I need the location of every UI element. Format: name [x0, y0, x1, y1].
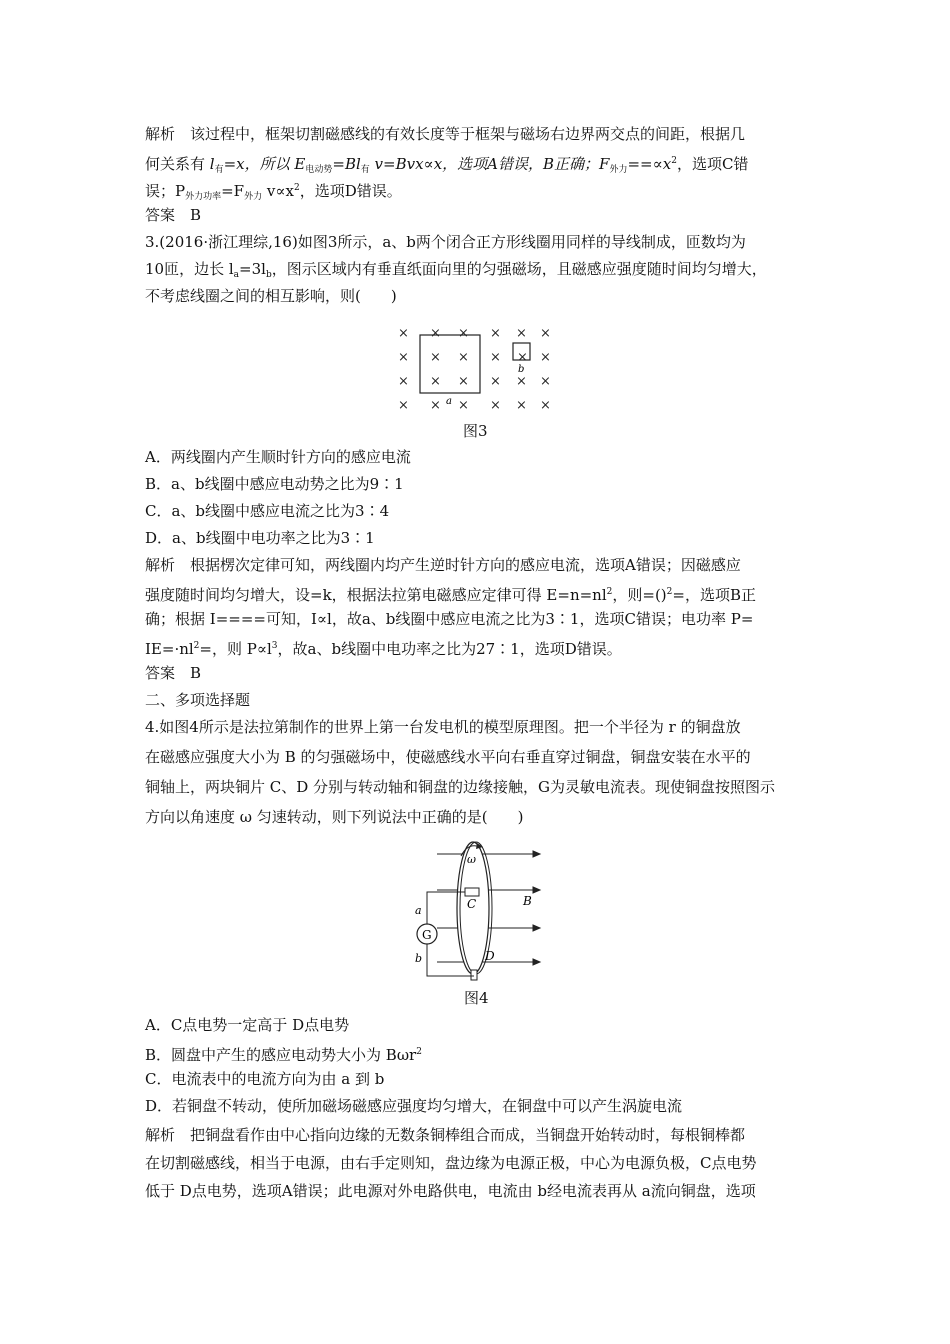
field-marks [398, 326, 551, 413]
text-seg: l [209, 155, 215, 173]
subscript: 外力 [244, 192, 263, 202]
figure-4-caption: 图4 [464, 989, 489, 1007]
text-seg: v∝x [262, 182, 294, 200]
q4-stem-line1: 4.如图4所示是法拉第制作的世界上第一台发电机的模型原理图。把一个半径为 r 的铜盘放 [145, 718, 741, 736]
field-mark: × [458, 326, 469, 341]
figure-3 [390, 318, 560, 413]
brush-d [471, 970, 477, 980]
field-mark: × [540, 326, 551, 341]
text-seg: ，选项C错 [676, 155, 749, 173]
coil-b-label: b [518, 364, 525, 375]
field-mark: × [458, 374, 469, 389]
q4-stem-line2: 在磁感应强度大小为 B 的匀强磁场中，使磁感线水平向右垂直穿过铜盘，铜盘安装在水平的 [145, 748, 751, 766]
q4-option-c: C．电流表中的电流方向为由 a 到 b [145, 1070, 385, 1088]
q4-option-b [145, 1042, 422, 1065]
field-mark: × [490, 374, 501, 389]
text-seg: ，则=() [612, 586, 667, 604]
label-b-wire: b [415, 952, 423, 965]
q3-answer: 答案 B [145, 664, 202, 682]
q4-option-a: A．C点电势一定高于 D点电势 [145, 1016, 350, 1034]
text-seg: IE=·nl [145, 640, 194, 658]
text-seg: =x，所以 E [223, 155, 306, 173]
galvanometer-label: G [422, 928, 432, 942]
text-seg: ，选项D错误。 [299, 182, 402, 200]
superscript: 2 [666, 587, 673, 597]
field-mark: × [398, 350, 409, 365]
figure-4 [405, 836, 550, 984]
q3-analysis-line2 [145, 582, 756, 605]
field-mark: × [540, 398, 551, 413]
omega-label: ω [467, 853, 476, 866]
superscript: 2 [193, 641, 200, 651]
coil-a [420, 335, 480, 393]
field-mark: × [490, 350, 501, 365]
text-seg: 误；P [145, 182, 186, 200]
label-c: C [467, 897, 477, 911]
label-b-field: B [523, 894, 532, 908]
q3-analysis-line3: 确；根据 I====可知，I∝l，故a、b线圈中感应电流之比为3∶1，选项C错误；电功率 P= [145, 610, 754, 628]
q3-stem-line1: 3.(2016·浙江理综,16)如图3所示，a、b两个闭合正方形线圈用同样的导线制成，匝数均为 [145, 233, 746, 251]
field-mark: × [430, 398, 441, 413]
figure-3-caption: 图3 [463, 422, 488, 440]
q3-option-b: B．a、b线圈中感应电动势之比为9∶1 [145, 475, 404, 493]
brush-c [465, 888, 479, 896]
field-mark: × [430, 326, 441, 341]
superscript: 2 [671, 156, 677, 166]
q4-analysis-line1: 解析 把铜盘看作由中心指向边缘的无数条铜棒组合而成，当铜盘开始转动时，每根铜棒都 [145, 1126, 746, 1144]
subscript: 有 [360, 165, 370, 175]
q3-analysis-line1: 解析 根据楞次定律可知，两线圈内均产生逆时针方向的感应电流，选项A错误；因磁感应 [145, 556, 741, 574]
text-seg: 10匝，边长 l [145, 260, 234, 278]
text-seg: ，故a、b线圈中电功率之比为27∶1，选项D错误。 [277, 640, 622, 658]
q2-answer: 答案 B [145, 206, 202, 224]
text-seg: ==∝x [627, 155, 672, 173]
label-a-wire: a [415, 904, 422, 917]
field-mark: × [398, 326, 409, 341]
text-seg: =Bl [332, 155, 361, 173]
text-seg: ，图示区域内有垂直纸面向里的匀强磁场，且磁感应强度随时间均匀增大， [271, 260, 767, 278]
text-seg: 强度随时间均匀增大，设=k，根据法拉第电磁感应定律可得 E=n=nl [145, 586, 607, 604]
field-mark: × [458, 350, 469, 365]
q3-option-a: A．两线圈内产生顺时针方向的感应电流 [145, 448, 411, 466]
field-mark: × [517, 350, 528, 365]
field-mark: × [398, 374, 409, 389]
text-seg: B．圆盘中产生的感应电动势大小为 Bωr [145, 1046, 417, 1064]
q3-stem-line3: 不考虑线圈之间的相互影响，则( ) [145, 287, 397, 305]
subscript: 外力功率 [185, 192, 222, 202]
superscript: 2 [606, 587, 613, 597]
text-seg: 何关系有 [145, 155, 210, 173]
text-seg: =F [221, 182, 245, 200]
section-heading: 二、多项选择题 [145, 691, 251, 709]
subscript: 有 [214, 165, 224, 175]
text-seg: =，则 P∝l [199, 640, 272, 658]
superscript: 2 [416, 1047, 422, 1057]
q3-option-d: D．a、b线圈中电功率之比为3∶1 [145, 529, 375, 547]
q4-analysis-line2: 在切割磁感线，相当于电源，由右手定则知，盘边缘为电源正极，中心为电源负极，C点电势 [145, 1154, 757, 1172]
subscript: 外力 [609, 165, 628, 175]
text-seg: =，选项B正 [672, 586, 756, 604]
superscript: 2 [293, 183, 300, 193]
q2-analysis-line3 [145, 178, 402, 207]
field-mark: × [398, 398, 409, 413]
field-mark: × [516, 326, 527, 341]
field-mark: × [540, 350, 551, 365]
superscript: 3 [271, 641, 278, 651]
q2-analysis-line2 [145, 151, 748, 180]
field-mark: × [458, 398, 469, 413]
text-seg: v=Bvx∝x，选项A错误，B正确；F [369, 155, 610, 173]
subscript: 电动势 [305, 165, 333, 175]
field-mark: × [516, 374, 527, 389]
q4-analysis-line3: 低于 D点电势，选项A错误；此电源对外电路供电，电流由 b经电流表再从 a流向铜盘，选项 [145, 1182, 756, 1200]
q4-stem-line3: 铜轴上，两块铜片 C、D 分别与转动轴和铜盘的边缘接触，G为灵敏电流表。现使铜盘按照图示 [145, 778, 776, 796]
field-mark: × [430, 350, 441, 365]
text-seg: =3l [239, 260, 266, 278]
field-mark: × [516, 398, 527, 413]
q3-option-c: C．a、b线圈中感应电流之比为3∶4 [145, 502, 390, 520]
coil-a-label: a [446, 396, 452, 407]
q2-analysis-line1: 解析 该过程中，框架切割磁感线的有效长度等于框架与磁场右边界两交点的间距，根据几 [145, 125, 746, 143]
subscript: b [265, 270, 272, 280]
field-mark: × [430, 374, 441, 389]
field-mark: × [540, 374, 551, 389]
q3-analysis-line4 [145, 636, 622, 659]
q4-stem-line4: 方向以角速度 ω 匀速转动，则下列说法中正确的是( ) [145, 808, 524, 826]
field-mark: × [490, 398, 501, 413]
field-mark: × [490, 326, 501, 341]
label-d: D [485, 949, 495, 963]
q3-stem-line2 [145, 259, 767, 285]
q4-option-d: D．若铜盘不转动，使所加磁场磁感应强度均匀增大，在铜盘中可以产生涡旋电流 [145, 1097, 683, 1115]
subscript: a [233, 270, 240, 280]
